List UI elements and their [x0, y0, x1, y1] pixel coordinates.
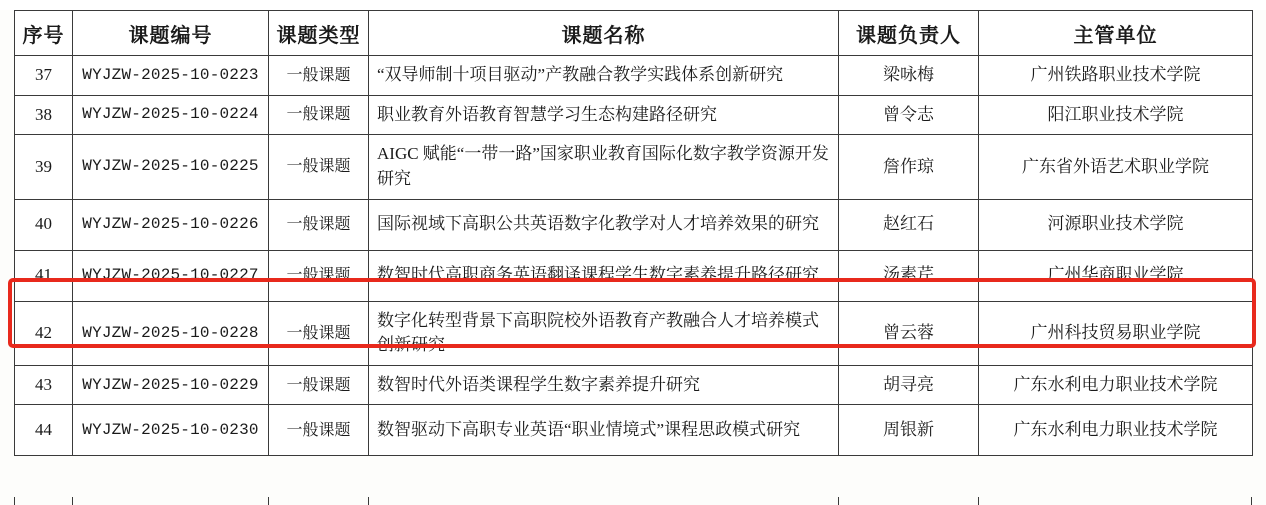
cell-seq-text: 39: [35, 156, 52, 176]
cell-type: [269, 250, 369, 301]
cell-leader-text: 赵红石: [883, 214, 934, 234]
table-row: [15, 199, 1253, 250]
cell-seq: [15, 95, 73, 135]
cell-title: [369, 95, 839, 135]
cell-seq-text: 43: [35, 374, 52, 394]
cell-unit: [979, 135, 1253, 199]
cell-unit: [979, 405, 1253, 456]
cell-code: [73, 365, 269, 405]
cell-type-text: 一般课题: [286, 158, 351, 176]
grid-divider: [978, 497, 979, 505]
cell-title-text: 数字化转型背景下高职院校外语教育产教融合人才培养模式创新研究: [377, 310, 819, 355]
table-row: [15, 135, 1253, 199]
cell-title: [369, 199, 839, 250]
cell-seq: [15, 301, 73, 365]
cell-leader: [839, 199, 979, 250]
cell-seq-text: 40: [35, 214, 52, 234]
cell-title: [369, 365, 839, 405]
cell-title-text: 数智时代外语类课程学生数字素养提升研究: [377, 374, 700, 394]
column-header-code: 课题编号: [73, 11, 269, 56]
cell-title-text: 数智驱动下高职专业英语“职业情境式”课程思政模式研究: [377, 420, 801, 440]
cell-seq-text: 38: [35, 104, 52, 124]
grid-divider: [838, 497, 839, 505]
cell-unit-text: 河源职业技术学院: [1047, 214, 1184, 234]
cell-seq: [15, 199, 73, 250]
column-header-seq: 序号: [15, 11, 73, 56]
cell-code-text: WYJZW-2025-10-0229: [82, 375, 259, 394]
table-row: [15, 95, 1253, 135]
cell-leader: [839, 250, 979, 301]
cell-unit-text: 广州华商职业学院: [1047, 265, 1184, 285]
cell-unit: [979, 199, 1253, 250]
cell-type-text: 一般课题: [286, 66, 351, 84]
cell-seq: [15, 56, 73, 96]
cell-type: [269, 199, 369, 250]
cell-type-text: 一般课题: [286, 266, 351, 284]
table-row-highlighted: [15, 250, 1253, 301]
cell-seq-text: 44: [35, 420, 52, 440]
cell-type: [269, 95, 369, 135]
table-row: [15, 405, 1253, 456]
cell-unit-text: 广东水利电力职业技术学院: [1013, 374, 1218, 394]
cell-seq-text: 41: [35, 265, 52, 285]
cell-leader-text: 曾令志: [883, 104, 934, 124]
cell-leader-text: 周银新: [883, 420, 934, 440]
cell-title: [369, 135, 839, 199]
grid-divider: [72, 497, 73, 505]
cell-leader: [839, 301, 979, 365]
cell-seq: [15, 135, 73, 199]
cell-title: [369, 56, 839, 96]
cell-title-text: AIGC 赋能“一带一路”国家职业教育国际化数字教学资源开发研究: [377, 144, 829, 188]
column-header-unit: 主管单位: [979, 11, 1253, 56]
column-header-title: 课题名称: [369, 11, 839, 56]
document-page: [0, 10, 1266, 505]
cell-type-text: 一般课题: [286, 324, 351, 342]
cell-code-text: WYJZW-2025-10-0228: [82, 323, 259, 342]
cell-unit: [979, 250, 1253, 301]
cell-title-text: 职业教育外语教育智慧学习生态构建路径研究: [377, 104, 717, 124]
cell-unit: [979, 56, 1253, 96]
cell-code-text: WYJZW-2025-10-0223: [82, 65, 259, 84]
cell-code-text: WYJZW-2025-10-0224: [82, 105, 259, 124]
column-header-type: 课题类型: [269, 11, 369, 56]
grid-divider: [368, 497, 369, 505]
cell-leader: [839, 56, 979, 96]
cell-type: [269, 135, 369, 199]
cell-code-text: WYJZW-2025-10-0230: [82, 420, 259, 439]
cell-title: [369, 405, 839, 456]
cell-type-text: 一般课题: [286, 215, 351, 233]
cell-seq: [15, 365, 73, 405]
cell-unit-text: 广东省外语艺术职业学院: [1022, 156, 1209, 176]
cell-type-text: 一般课题: [286, 421, 351, 439]
cell-code: [73, 301, 269, 365]
cell-code-text: WYJZW-2025-10-0226: [82, 214, 259, 233]
cell-unit-text: 广州科技贸易职业学院: [1030, 322, 1201, 342]
cell-code: [73, 56, 269, 96]
table-header-row: [15, 11, 1253, 56]
cell-title: [369, 301, 839, 365]
table-row: [15, 365, 1253, 405]
cell-code: [73, 405, 269, 456]
cell-unit: [979, 95, 1253, 135]
cell-leader-text: 曾云蓉: [883, 322, 934, 342]
cell-type: [269, 56, 369, 96]
table-next-row-partial: [14, 497, 1252, 505]
cell-leader: [839, 95, 979, 135]
cell-leader-text: 梁咏梅: [883, 65, 934, 84]
table-row: [15, 56, 1253, 96]
cell-type-text: 一般课题: [286, 376, 351, 394]
cell-seq-text: 37: [35, 65, 52, 84]
cell-code-text: WYJZW-2025-10-0227: [82, 265, 259, 284]
cell-unit: [979, 301, 1253, 365]
grid-divider: [268, 497, 269, 505]
cell-title-text: 数智时代高职商务英语翻译课程学生数字素养提升路径研究: [377, 265, 819, 285]
cell-title-text: 国际视域下高职公共英语数字化教学对人才培养效果的研究: [377, 214, 819, 234]
cell-leader-text: 胡寻亮: [883, 374, 934, 394]
column-header-leader: 课题负责人: [839, 11, 979, 56]
cell-code: [73, 199, 269, 250]
cell-code: [73, 250, 269, 301]
cell-unit-text: 广州铁路职业技术学院: [1030, 65, 1201, 84]
cell-seq-text: 42: [35, 322, 52, 342]
cell-leader: [839, 365, 979, 405]
cell-type-text: 一般课题: [286, 106, 351, 124]
cell-unit: [979, 365, 1253, 405]
grant-projects-table: [14, 10, 1253, 456]
cell-code-text: WYJZW-2025-10-0225: [82, 157, 259, 176]
cell-title: [369, 250, 839, 301]
cell-type: [269, 301, 369, 365]
cell-unit-text: 广东水利电力职业技术学院: [1013, 420, 1218, 440]
cell-unit-text: 阳江职业技术学院: [1047, 104, 1184, 124]
cell-leader-text: 汤素芹: [883, 265, 934, 285]
cell-code: [73, 95, 269, 135]
cell-code: [73, 135, 269, 199]
cell-leader-text: 詹作琼: [883, 156, 934, 176]
cell-seq: [15, 250, 73, 301]
cell-type: [269, 365, 369, 405]
table-row: [15, 301, 1253, 365]
cell-type: [269, 405, 369, 456]
cell-title-text: “双导师制十项目驱动”产教融合教学实践体系创新研究: [377, 65, 784, 84]
cell-leader: [839, 405, 979, 456]
cell-leader: [839, 135, 979, 199]
cell-seq: [15, 405, 73, 456]
